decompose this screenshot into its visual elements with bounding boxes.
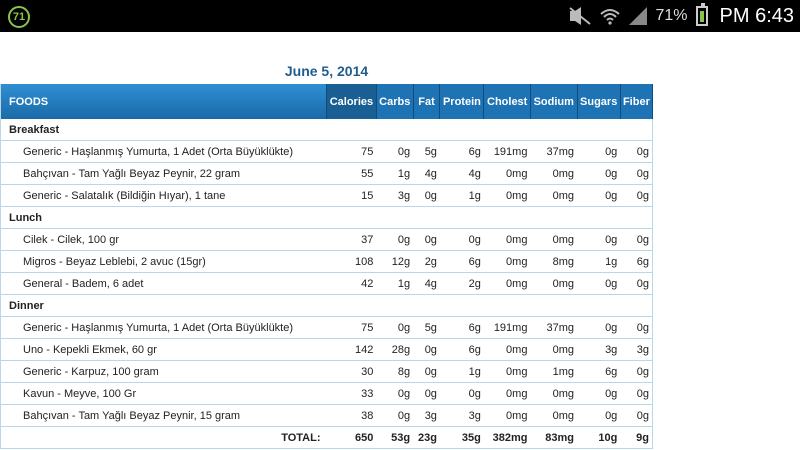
- food-name: Generic - Haşlanmış Yumurta, 1 Adet (Orta Büyüklükte): [1, 317, 327, 339]
- signal-icon: [629, 7, 647, 25]
- cell-carbs: 0g: [376, 317, 413, 339]
- column-header-protein: Protein: [440, 84, 484, 119]
- cell-fiber: 0g: [620, 141, 652, 163]
- cell-carbs: 1g: [376, 163, 413, 185]
- cell-fiber: 3g: [620, 339, 652, 361]
- food-row[interactable]: [1, 317, 653, 339]
- cell-protein: 0g: [440, 383, 484, 405]
- cell-sugars: 0g: [577, 163, 620, 185]
- cell-protein: 6g: [440, 141, 484, 163]
- cell-sugars: 0g: [577, 141, 620, 163]
- cell-protein: 6g: [440, 317, 484, 339]
- food-name: Kavun - Meyve, 100 Gr: [1, 383, 327, 405]
- status-bar: [0, 0, 800, 32]
- food-name: Generic - Salatalık (Bildiğin Hıyar), 1 tane: [1, 185, 327, 207]
- food-name: Bahçıvan - Tam Yağlı Beyaz Peynir, 15 gram: [1, 405, 327, 427]
- cell-fat: 0g: [413, 185, 440, 207]
- cell-carbs: 3g: [376, 185, 413, 207]
- clock: PM 6:43: [719, 4, 794, 27]
- cell-fiber: 0g: [620, 361, 652, 383]
- column-header-cholest: Cholest: [484, 84, 531, 119]
- cell-carbs: 0g: [376, 383, 413, 405]
- cell-calories: 15: [327, 185, 377, 207]
- food-row[interactable]: [1, 405, 653, 427]
- food-row[interactable]: [1, 229, 653, 251]
- food-row[interactable]: [1, 273, 653, 295]
- cell-protein: 6g: [440, 251, 484, 273]
- wifi-icon: [599, 7, 621, 25]
- cell-carbs: 0g: [376, 229, 413, 251]
- total-label: TOTAL:: [1, 427, 327, 449]
- cell-fat: 0g: [413, 383, 440, 405]
- cell-sodium: 0mg: [530, 185, 577, 207]
- cell-cholest: 0mg: [484, 229, 531, 251]
- cell-fiber: 6g: [620, 251, 652, 273]
- cell-fat: 4g: [413, 163, 440, 185]
- food-row[interactable]: [1, 361, 653, 383]
- meal-section-breakfast: [1, 119, 653, 141]
- column-header-carbs: Carbs: [376, 84, 413, 119]
- cell-fat: 0g: [413, 229, 440, 251]
- cell-sodium: 37mg: [530, 317, 577, 339]
- battery-percent: 71%: [655, 7, 688, 24]
- cell-cholest: 0mg: [484, 251, 531, 273]
- food-row[interactable]: [1, 383, 653, 405]
- food-name: General - Badem, 6 adet: [1, 273, 327, 295]
- total-sodium: 83mg: [530, 427, 577, 449]
- cell-fiber: 0g: [620, 229, 652, 251]
- cell-fiber: 0g: [620, 405, 652, 427]
- status-icons: [569, 0, 794, 32]
- report-date: June 5, 2014: [284, 63, 369, 79]
- cell-sugars: 0g: [577, 405, 620, 427]
- cell-sugars: 0g: [577, 317, 620, 339]
- food-name: Bahçıvan - Tam Yağlı Beyaz Peynir, 22 gram: [1, 163, 327, 185]
- food-name: Cilek - Cilek, 100 gr: [1, 229, 327, 251]
- cell-carbs: 28g: [376, 339, 413, 361]
- battery-icon: [696, 6, 708, 26]
- nutrition-table: [0, 84, 653, 449]
- cell-fiber: 0g: [620, 273, 652, 295]
- cell-protein: 2g: [440, 273, 484, 295]
- cell-cholest: 0mg: [484, 163, 531, 185]
- column-header-foods: FOODS: [1, 84, 327, 119]
- cell-cholest: 0mg: [484, 273, 531, 295]
- cell-sodium: 0mg: [530, 339, 577, 361]
- cell-calories: 75: [327, 317, 377, 339]
- meal-title: Lunch: [1, 207, 653, 229]
- food-row[interactable]: [1, 339, 653, 361]
- food-row[interactable]: [1, 141, 653, 163]
- food-row[interactable]: [1, 163, 653, 185]
- total-cholest: 382mg: [484, 427, 531, 449]
- cell-carbs: 0g: [376, 405, 413, 427]
- cell-calories: 37: [327, 229, 377, 251]
- cell-protein: 1g: [440, 185, 484, 207]
- food-name: Generic - Haşlanmış Yumurta, 1 Adet (Orta Büyüklükte): [1, 141, 327, 163]
- cell-calories: 55: [327, 163, 377, 185]
- notification-badge-icon: 71: [8, 6, 30, 28]
- total-fat: 23g: [413, 427, 440, 449]
- cell-protein: 0g: [440, 229, 484, 251]
- column-header-sugars: Sugars: [577, 84, 620, 119]
- cell-fat: 4g: [413, 273, 440, 295]
- cell-sodium: 37mg: [530, 141, 577, 163]
- cell-protein: 6g: [440, 339, 484, 361]
- cell-protein: 4g: [440, 163, 484, 185]
- column-header-sodium: Sodium: [530, 84, 577, 119]
- cell-fat: 2g: [413, 251, 440, 273]
- cell-fiber: 0g: [620, 317, 652, 339]
- cell-carbs: 12g: [376, 251, 413, 273]
- cell-carbs: 0g: [376, 141, 413, 163]
- column-header-calories: Calories: [327, 84, 377, 119]
- cell-fiber: 0g: [620, 383, 652, 405]
- total-protein: 35g: [440, 427, 484, 449]
- cell-fat: 0g: [413, 339, 440, 361]
- cell-sugars: 3g: [577, 339, 620, 361]
- cell-sugars: 0g: [577, 273, 620, 295]
- cell-fat: 0g: [413, 361, 440, 383]
- cell-sodium: 0mg: [530, 383, 577, 405]
- cell-calories: 75: [327, 141, 377, 163]
- cell-cholest: 0mg: [484, 405, 531, 427]
- table-body: [1, 119, 653, 449]
- table-header: [1, 84, 653, 119]
- cell-carbs: 8g: [376, 361, 413, 383]
- cell-sodium: 0mg: [530, 405, 577, 427]
- food-row[interactable]: [1, 251, 653, 273]
- cell-sugars: 0g: [577, 383, 620, 405]
- cell-fiber: 0g: [620, 185, 652, 207]
- cell-calories: 30: [327, 361, 377, 383]
- cell-sodium: 1mg: [530, 361, 577, 383]
- cell-fat: 5g: [413, 141, 440, 163]
- total-carbs: 53g: [376, 427, 413, 449]
- cell-cholest: 191mg: [484, 141, 531, 163]
- cell-sugars: 1g: [577, 251, 620, 273]
- cell-fiber: 0g: [620, 163, 652, 185]
- total-calories: 650: [327, 427, 377, 449]
- food-name: Migros - Beyaz Leblebi, 2 avuc (15gr): [1, 251, 327, 273]
- cell-sodium: 0mg: [530, 273, 577, 295]
- cell-calories: 33: [327, 383, 377, 405]
- meal-section-dinner: [1, 295, 653, 317]
- meal-title: Dinner: [1, 295, 653, 317]
- column-header-fat: Fat: [413, 84, 440, 119]
- mute-icon: [569, 7, 591, 25]
- cell-calories: 42: [327, 273, 377, 295]
- cell-sodium: 8mg: [530, 251, 577, 273]
- food-row[interactable]: [1, 185, 653, 207]
- cell-sugars: 0g: [577, 185, 620, 207]
- cell-protein: 3g: [440, 405, 484, 427]
- cell-fat: 3g: [413, 405, 440, 427]
- total-fiber: 9g: [620, 427, 652, 449]
- cell-carbs: 1g: [376, 273, 413, 295]
- meal-section-lunch: [1, 207, 653, 229]
- cell-cholest: 0mg: [484, 361, 531, 383]
- meal-title: Breakfast: [1, 119, 653, 141]
- cell-protein: 1g: [440, 361, 484, 383]
- cell-cholest: 0mg: [484, 383, 531, 405]
- cell-cholest: 0mg: [484, 185, 531, 207]
- food-name: Generic - Karpuz, 100 gram: [1, 361, 327, 383]
- food-name: Uno - Kepekli Ekmek, 60 gr: [1, 339, 327, 361]
- cell-calories: 142: [327, 339, 377, 361]
- cell-sodium: 0mg: [530, 229, 577, 251]
- cell-sodium: 0mg: [530, 163, 577, 185]
- cell-cholest: 0mg: [484, 339, 531, 361]
- cell-calories: 108: [327, 251, 377, 273]
- cell-sugars: 0g: [577, 229, 620, 251]
- total-sugars: 10g: [577, 427, 620, 449]
- totals-row: [1, 427, 653, 449]
- column-header-fiber: Fiber: [620, 84, 652, 119]
- cell-sugars: 6g: [577, 361, 620, 383]
- cell-fat: 5g: [413, 317, 440, 339]
- cell-calories: 38: [327, 405, 377, 427]
- cell-cholest: 191mg: [484, 317, 531, 339]
